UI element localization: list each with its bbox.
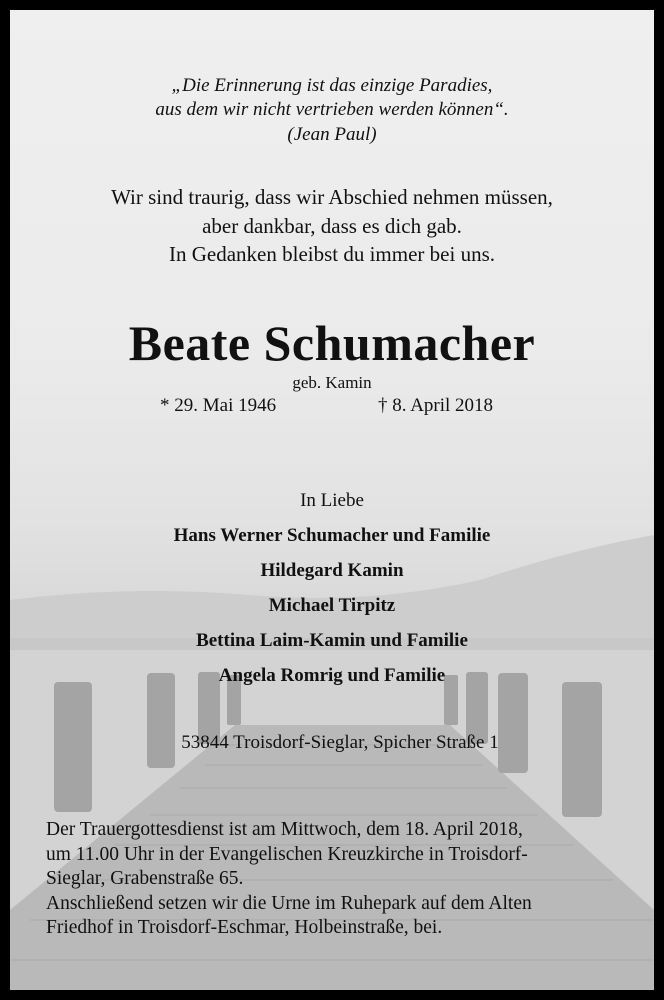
quote-author: (Jean Paul) [287,124,377,145]
deceased-name: Beate Schumacher [128,315,536,371]
service-details [46,818,636,941]
mourner-name: Angela Romrig und Familie [218,665,446,686]
service-line: um 11.00 Uhr in der Evangelischen Kreuzkirche in Troisdorf- [46,843,528,865]
quote-line-2: aus dem wir nicht vertrieben werden können“. [155,99,509,120]
mourner-name: Michael Tirpitz [268,595,396,616]
birth-name: geb. Kamin [292,373,372,392]
mourner-name: Bettina Laim-Kamin und Familie [196,630,468,651]
intro-line-3: In Gedanken bleibst du immer bei uns. [168,242,495,266]
service-line: Sieglar, Grabenstraße 65. [46,868,244,889]
obituary-card [10,10,654,990]
mourner-address: 53844 Troisdorf-Sieglar, Spicher Straße 1 [181,732,499,753]
death-date: † 8. April 2018 [378,395,494,416]
service-line: Anschließend setzen wir die Urne im Ruhepark auf dem Alten [46,892,532,914]
intro-line-1: Wir sind traurig, dass wir Abschied nehmen müssen, [111,185,553,209]
intro-line-2: aber dankbar, dass es dich gab. [202,214,462,238]
service-line: Friedhof in Troisdorf-Eschmar, Holbeinstraße, bei. [46,917,443,938]
quote-line-1: „Die Erinnerung ist das einzige Paradies, [171,75,493,96]
service-line: Der Trauergottesdienst ist am Mittwoch, dem 18. April 2018, [46,819,523,840]
mourners-heading: In Liebe [300,490,364,511]
birth-date: * 29. Mai 1946 [160,395,277,416]
mourner-name: Hildegard Kamin [260,560,404,581]
mourner-name: Hans Werner Schumacher und Familie [173,525,491,546]
